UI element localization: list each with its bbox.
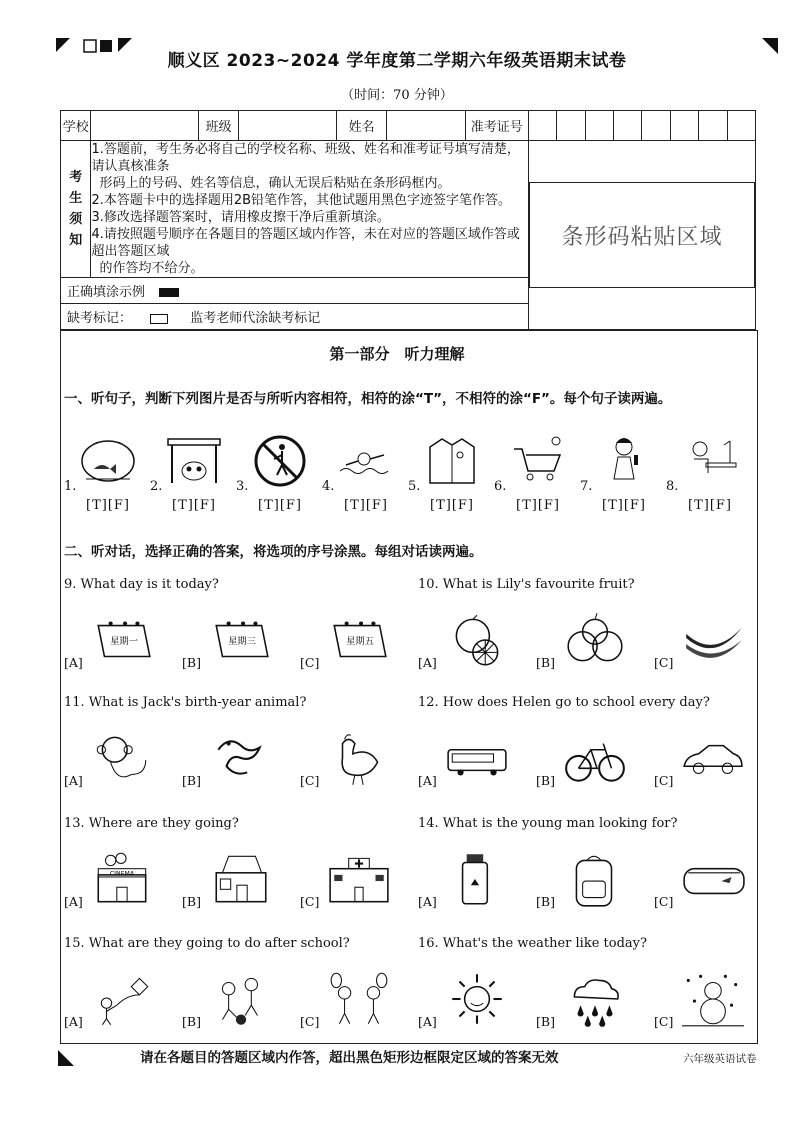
section2-instruction: 二、听对话，选择正确的答案，将选项的序号涂黑。每组对话读两遍。 (64, 544, 483, 560)
option-bubble[interactable]: [C] (654, 773, 674, 788)
option-bubble[interactable]: [B] (182, 773, 201, 788)
option-bubble[interactable]: [A] (418, 773, 437, 788)
tf-item-number: 7. (580, 479, 593, 494)
option-bubble[interactable]: [A] (418, 894, 437, 909)
tf-item-number: 5. (408, 479, 421, 494)
section1-instruction: 一、听句子，判断下列图片是否与所听内容相符，相符的涂“T”，不相符的涂“F”。每个句子读两遍。 (64, 391, 672, 407)
question-text: 9. What day is it today? (64, 577, 219, 592)
car-icon (680, 729, 746, 787)
exam-id-digit[interactable] (614, 111, 642, 141)
orange-icon (444, 611, 510, 669)
exam-duration: （时间：70 分钟） (341, 88, 453, 103)
option-bubble[interactable]: [A] (64, 894, 83, 909)
tf-answer-bubbles[interactable]: [T][F] (172, 498, 216, 513)
option-bubble[interactable]: [C] (654, 1014, 674, 1029)
bicycle-icon (562, 729, 628, 787)
jacket-icon (420, 430, 484, 488)
tf-item-number: 1. (64, 479, 77, 494)
student-info-table (60, 110, 756, 330)
option-bubble[interactable]: [C] (300, 773, 320, 788)
tf-item-number: 6. (494, 479, 507, 494)
question-text: 10. What is Lily's favourite fruit? (418, 577, 635, 592)
calendar-icon (90, 611, 156, 669)
option-bubble[interactable]: [C] (654, 894, 674, 909)
barcode-paste-box[interactable]: 条形码粘贴区域 (529, 182, 755, 288)
pencil-case-icon (680, 850, 746, 908)
name-label: 姓名 (337, 111, 387, 141)
option-bubble[interactable]: [B] (536, 773, 555, 788)
cinema-icon (90, 850, 156, 908)
option-bubble[interactable]: [C] (300, 1014, 320, 1029)
dragon-icon (208, 729, 274, 787)
backpack-icon (562, 850, 628, 908)
option-bubble[interactable]: [A] (64, 1014, 83, 1029)
question-text: 11. What is Jack's birth-year animal? (64, 695, 307, 710)
exam-id-label: 准考证号 (465, 111, 528, 141)
tf-item-number: 8. (666, 479, 679, 494)
absent-note: 监考老师代涂缺考标记 (190, 311, 321, 326)
question-text: 12. How does Helen go to school every day? (418, 695, 710, 710)
corner-mark-bottom-left (58, 1050, 78, 1070)
filled-mark-example (159, 288, 179, 297)
exam-id-digit[interactable] (528, 111, 556, 141)
question-text: 14. What is the young man looking for? (418, 816, 678, 831)
bananas-icon (680, 611, 746, 669)
play-football-icon (208, 970, 274, 1028)
picture-caption: 星期一 (110, 636, 138, 648)
option-bubble[interactable]: [C] (654, 655, 674, 670)
apples-icon (562, 611, 628, 669)
boy-at-desk-icon (678, 430, 742, 488)
rainy-icon (562, 970, 628, 1028)
option-bubble[interactable]: [B] (182, 655, 201, 670)
bus-icon (444, 729, 510, 787)
footer-warning: 请在各题目的答题区域内作答，超出黑色矩形边框限定区域的答案无效 (140, 1050, 559, 1066)
play-badminton-icon (326, 970, 392, 1028)
question-text: 16. What's the weather like today? (418, 936, 647, 951)
class-field[interactable] (239, 111, 337, 141)
hospital-icon (326, 850, 392, 908)
absent-row (61, 304, 529, 330)
exam-id-digit[interactable] (642, 111, 670, 141)
girl-singing-icon (592, 430, 656, 488)
option-bubble[interactable]: [B] (182, 894, 201, 909)
school-field[interactable] (91, 111, 199, 141)
tf-answer-bubbles[interactable]: [T][F] (258, 498, 302, 513)
calendar-icon (326, 611, 392, 669)
picture-caption: CINEMA (109, 870, 135, 878)
calendar-icon (208, 611, 274, 669)
option-bubble[interactable]: [B] (536, 894, 555, 909)
part1-title: 第一部分 听力理解 (329, 345, 465, 363)
option-bubble[interactable]: [B] (182, 1014, 201, 1029)
fill-example-label: 正确填涂示例 (67, 285, 146, 300)
exam-id-digit[interactable] (557, 111, 585, 141)
rooster-icon (326, 729, 392, 787)
snowy-icon (680, 970, 746, 1028)
option-bubble[interactable]: [C] (300, 655, 320, 670)
name-field[interactable] (387, 111, 466, 141)
class-label: 班级 (199, 111, 239, 141)
fly-kite-icon (90, 970, 156, 1028)
option-bubble[interactable]: [A] (64, 773, 83, 788)
option-bubble[interactable]: [C] (300, 894, 320, 909)
picture-caption: 星期三 (228, 636, 256, 648)
absent-label: 缺考标记： (67, 311, 133, 326)
fill-example-row (61, 278, 529, 304)
exam-id-digit[interactable] (585, 111, 613, 141)
school-label: 学校 (61, 111, 91, 141)
barcode-area (528, 141, 755, 330)
exam-id-digit[interactable] (670, 111, 698, 141)
tf-item-number: 2. (150, 479, 163, 494)
tf-answer-bubbles[interactable]: [T][F] (688, 498, 732, 513)
tf-item-number: 3. (236, 479, 249, 494)
swimming-icon (334, 430, 398, 488)
panda-under-table-icon (162, 430, 226, 488)
tf-answer-bubbles[interactable]: [T][F] (86, 498, 130, 513)
tf-answer-bubbles[interactable]: [T][F] (602, 498, 646, 513)
option-bubble[interactable]: [B] (536, 1014, 555, 1029)
tf-answer-bubbles[interactable]: [T][F] (430, 498, 474, 513)
notice-label: 考 生 须 知 (61, 141, 91, 278)
exam-id-digit[interactable] (727, 111, 755, 141)
question-text: 13. Where are they going? (64, 816, 239, 831)
no-littering-icon (248, 430, 312, 488)
sunny-icon (444, 970, 510, 1028)
monkey-icon (90, 729, 156, 787)
question-text: 15. What are they going to do after school? (64, 936, 350, 951)
exam-title: 顺义区 2023~2024 学年度第二学期六年级英语期末试卷 (167, 51, 627, 71)
exam-id-digit[interactable] (699, 111, 727, 141)
option-bubble[interactable]: [B] (536, 655, 555, 670)
tf-answer-bubbles[interactable]: [T][F] (516, 498, 560, 513)
option-bubble[interactable]: [A] (418, 655, 437, 670)
exam-notes: 1.答题前，考生务必将自己的学校名称、班级、姓名和准考证号填写清楚，请认真核准条 形码上的号码、姓名等信息，确认无误后粘贴在条形码框内。 2.本答题卡中的选择题用2B铅笔作答，其他试题用黑色字迹签字笔作答。 3.修改选择题答案时，请用橡皮擦干净后重新填涂。 4.请按照题号顺序在各题目的答题区域内作答，未在对应的答题区域作答或超出答题区域 的作答均不给分。 (91, 141, 528, 278)
option-bubble[interactable]: [A] (64, 655, 83, 670)
bookstore-icon (208, 850, 274, 908)
absent-checkbox[interactable] (150, 314, 168, 324)
option-bubble[interactable]: [A] (418, 1014, 437, 1029)
page-label: 六年级英语试卷 (683, 1053, 757, 1065)
picture-caption: 星期五 (346, 636, 374, 648)
tf-item-number: 4. (322, 479, 335, 494)
thermos-icon (444, 850, 510, 908)
tf-answer-bubbles[interactable]: [T][F] (344, 498, 388, 513)
fishbowl-icon (76, 430, 140, 488)
shopping-cart-icon (506, 430, 570, 488)
